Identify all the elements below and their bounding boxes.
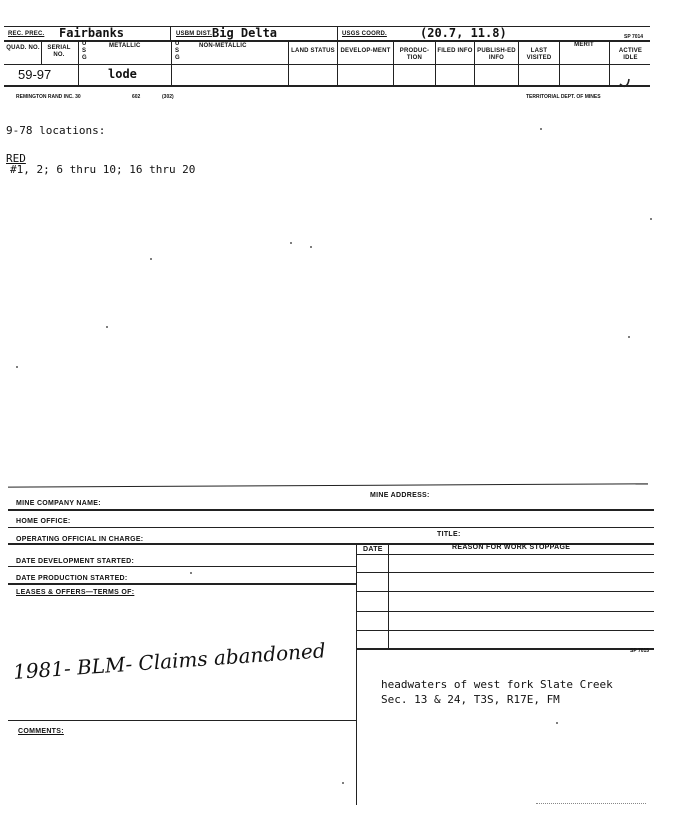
col-non-metallic: NON-METALLIC [199,43,247,49]
metallic-value: lode [108,67,137,81]
claim-numbers: #1, 2; 6 thru 10; 16 thru 20 [10,163,196,176]
col-metallic: METALLIC [109,43,141,49]
quad-serial-value: 59-97 [18,67,52,82]
column-divider [474,40,475,85]
column-divider [78,40,79,85]
mine-company-name-label: MINE COMPANY NAME: [16,500,101,507]
speck [310,246,312,248]
dev-started-label: DATE DEVELOPMENT STARTED: [16,558,135,565]
comments-label: COMMENTS: [18,728,64,735]
speck [150,258,152,260]
column-divider [288,40,289,85]
form-code-2: SP 7015 [630,648,650,654]
usgs-coord-label: USGS COORD. [342,31,387,37]
form-rule [356,648,654,650]
form-rule [8,720,356,721]
form-center-divider [356,543,357,805]
speck [650,218,652,220]
column-divider [435,40,436,85]
form-rule [8,527,654,528]
printer-code: 602 [132,94,141,100]
speck [540,128,542,130]
col-production: PRODUC-TION [399,48,430,61]
column-rule [4,64,650,65]
col-published-info: PUBLISH-ED INFO [477,48,516,61]
column-divider [518,40,519,85]
red-label: RED [6,152,26,165]
usbm-dist-label: USBM DIST. [176,31,213,37]
location-line-1: headwaters of west fork Slate Creek [381,678,613,691]
leases-label: LEASES & OFFERS—TERMS OF: [16,589,135,596]
col-active-idle: ACTIVE IDLE [618,48,643,61]
col-usg: U S G [82,41,87,61]
column-divider [609,40,610,85]
speck [106,326,108,328]
column-divider [393,40,394,85]
speck [342,782,344,784]
form-rule [356,572,654,573]
col-land-status: LAND STATUS [291,48,335,54]
printer-mark: REMINGTON RAND INC. 30 [16,94,81,100]
mine-address-label: MINE ADDRESS: [370,492,430,499]
form-code: SP 7014 [624,34,644,40]
col-development: DEVELOP-MENT [340,48,391,54]
department-name: TERRITORIAL DEPT. OF MINES [526,94,601,100]
speck [290,242,292,244]
col-usg2: U S G [175,41,180,61]
column-divider [337,40,338,85]
col-serial: SERIAL NO. [47,45,71,58]
header-divider [170,26,171,40]
column-divider [171,40,172,85]
form-rule [356,591,654,592]
title-label: TITLE: [437,531,461,538]
date-header: DATE [363,546,383,553]
speck [628,336,630,338]
form-rule [356,554,654,555]
header-rule [4,40,650,42]
usbm-dist-value: Big Delta [212,26,278,40]
form-top-rule [8,483,648,487]
header-divider [337,26,338,40]
prod-started-label: DATE PRODUCTION STARTED: [16,575,128,582]
col-last-visited: LAST VISITED [526,48,552,61]
form-rule [8,566,356,567]
date-column-divider [388,543,389,648]
column-divider [559,40,560,85]
locations-heading: 9-78 locations: [6,124,106,137]
form-rule [356,611,654,612]
col-merit: MERIT [574,42,594,48]
speck [16,366,18,368]
row-bottom-rule [4,85,650,87]
col-quad: QUAD. NO. [6,45,40,51]
usgs-coord-value: (20.7, 11.8) [420,26,507,40]
reason-header: REASON FOR WORK STOPPAGE [452,544,571,551]
check-mark-icon [618,77,636,91]
rec-prec-value: Fairbanks [59,26,125,40]
form-rule [356,630,654,631]
speck [190,572,192,574]
form-rule [8,509,654,511]
home-office-label: HOME OFFICE: [16,518,71,525]
form-rule [8,583,356,585]
operating-official-label: OPERATING OFFICIAL IN CHARGE: [16,536,144,543]
speck [556,722,558,724]
col-filed-info: FILED INFO [437,48,473,54]
location-line-2: Sec. 13 & 24, T3S, R17E, FM [381,693,560,706]
faint-mark [536,803,646,804]
handwritten-note: 1981- BLM- Claims abandoned [12,638,327,684]
rec-prec-label: REC. PREC. [8,31,45,37]
printer-code-2: (302) [162,94,174,100]
